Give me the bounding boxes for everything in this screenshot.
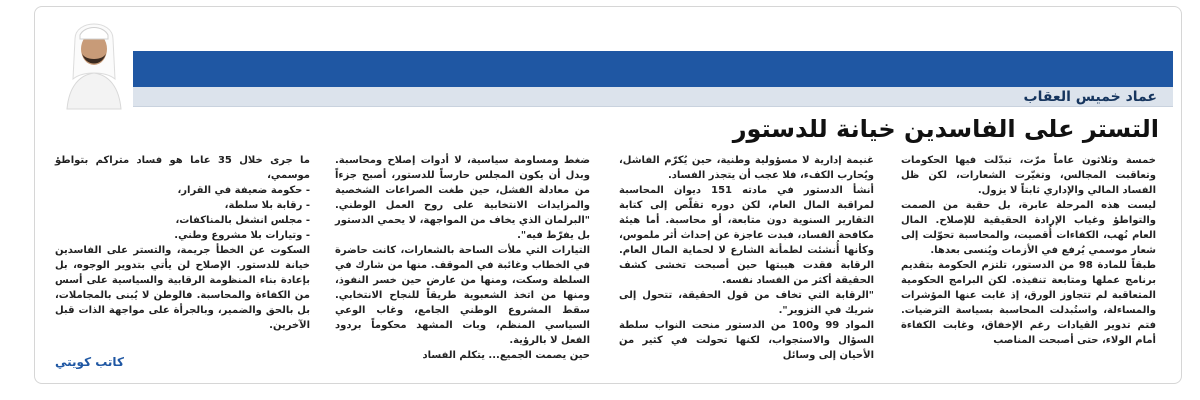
paragraph: السكوت عن الخطأ جريمة، والتستر على الفاسدين خيانة للدستور. الإصلاح لن يأتي بتدوير الوجوه، بل بإعادة بناء المنظومة الرقابية والسياسية على أسس من الكفاءة والمحاسبة. فالوطن لا يُبنى بالمجاملات، بل بالحق والضمير، وبالجرأة على مواجهة الذات قبل الآخرين.	[55, 245, 310, 331]
paragraph: "الرقابة التي تخاف من قول الحقيقة، تتحول إلى شريك في التزوير".	[619, 290, 874, 316]
paragraph: التيارات التي ملأت الساحة بالشعارات، كانت حاضرة في الخطاب وغائبة في الموقف. منها من شارك في السلطة وسكت، ومنها من عارض حين خسر النفوذ، ومنها من اتخذ الشعبوية طريقاً للنجاح الانتخابي. سقط المشروع الوطني الجامع، وغاب الوعي السياسي المنظم، وبات المشهد محكوماً بردود الفعل لا بالرؤية.	[335, 245, 590, 346]
author-bar	[130, 51, 1173, 87]
paragraph: طبقاً للمادة 98 من الدستور، تلتزم الحكومة بتقديم برنامج عملها ومتابعة تنفيذه. لكن البرامج الحكومية المتعاقبة لم تتجاوز الورق، إذ غابت عنها المؤشرات والمساءلة، واستُبدلت المحاسبة بسياسة الترضيات. فتم تدوير القيادات رغم الإخفاق، وغابت الكفاءة أمام الولاء، حتى أصبحت المناصب	[901, 260, 1156, 346]
paragraph: ما جرى خلال 35 عاما هو فساد متراكم بتواطؤ موسمي،	[55, 155, 310, 181]
paragraph: ضغط ومساومة سياسية، لا أدوات إصلاح ومحاسبة. وبدل أن يكون المجلس حارساً للدستور، أصبح جزءاً من معادلة الفشل، حين طغت الصراعات الشخصية والمزايدات الانتخابية على روح العمل الوطني. "البرلمان الذي يخاف من المواجهة، لا يحمي الدستور بل يفرّط فيه".	[335, 155, 590, 241]
list-item: - مجلس انشغل بالمناكفات،	[175, 215, 310, 226]
paragraph: أنشأ الدستور في مادته 151 ديوان المحاسبة لمراقبة المال العام، لكن دوره تقلّص إلى كتابة التقارير السنوية دون متابعة، أو محاسبة. أما هيئة مكافحة الفساد، فبدت عاجزة عن إحداث أثر ملموس، وكأنها أُنشئت لطمأنة الشارع لا لحماية المال العام. الرقابة فقدت هيبتها حين أصبحت تخشى كشف الحقيقة أكثر من الفساد نفسه.	[619, 185, 874, 286]
paragraph: غنيمة إدارية لا مسؤولية وطنية، حين يُكرّم الفاشل، ويُحارب الكفء، فلا عجب أن يتجذر الفساد.	[619, 155, 874, 181]
list-item: - وتيارات بلا مشروع وطني.	[174, 230, 310, 241]
author-strip	[130, 87, 1173, 107]
list-item: - رقابة بلا سلطة،	[224, 200, 310, 211]
list-item: - حكومة ضعيفة في القرار،	[177, 185, 310, 196]
paragraph: حين يصمت الجميع... يتكلم الفساد	[422, 350, 590, 361]
article-column-2	[619, 153, 874, 367]
article-frame	[34, 6, 1182, 384]
article-column-1	[901, 153, 1156, 367]
author-tag: كاتب كويتي	[55, 355, 124, 369]
paragraph: خمسة وثلاثون عاماً مرّت، تبدّلت فيها الحكومات وتعاقبت المجالس، وتغيّرت الشعارات، لكن ظل الفساد المالي والإداري ثابتاً لا يزول.	[901, 155, 1156, 196]
paragraph: المواد 99 و100 من الدستور منحت النواب سلطة السؤال والاستجواب، لكنها تحولت في كثير من الأحيان إلى وسائل	[619, 320, 875, 361]
article-title: التستر على الفاسدين خيانة للدستور	[732, 115, 1159, 143]
author-name: عماد خميس العقاب	[1023, 89, 1157, 105]
paragraph: ليست هذه المرحلة عابرة، بل حقبة من الصمت والتواطؤ وغياب الإرادة الحقيقية للإصلاح. المال العام نُهب، الكفاءات أُقصيت، والمحاسبة تحوّلت إلى شعار موسمي يُرفع في الأزمات ويُنسى بعدها.	[901, 200, 1156, 256]
article-column-4	[55, 153, 310, 331]
article-column-3	[335, 153, 590, 367]
author-photo	[55, 9, 133, 109]
